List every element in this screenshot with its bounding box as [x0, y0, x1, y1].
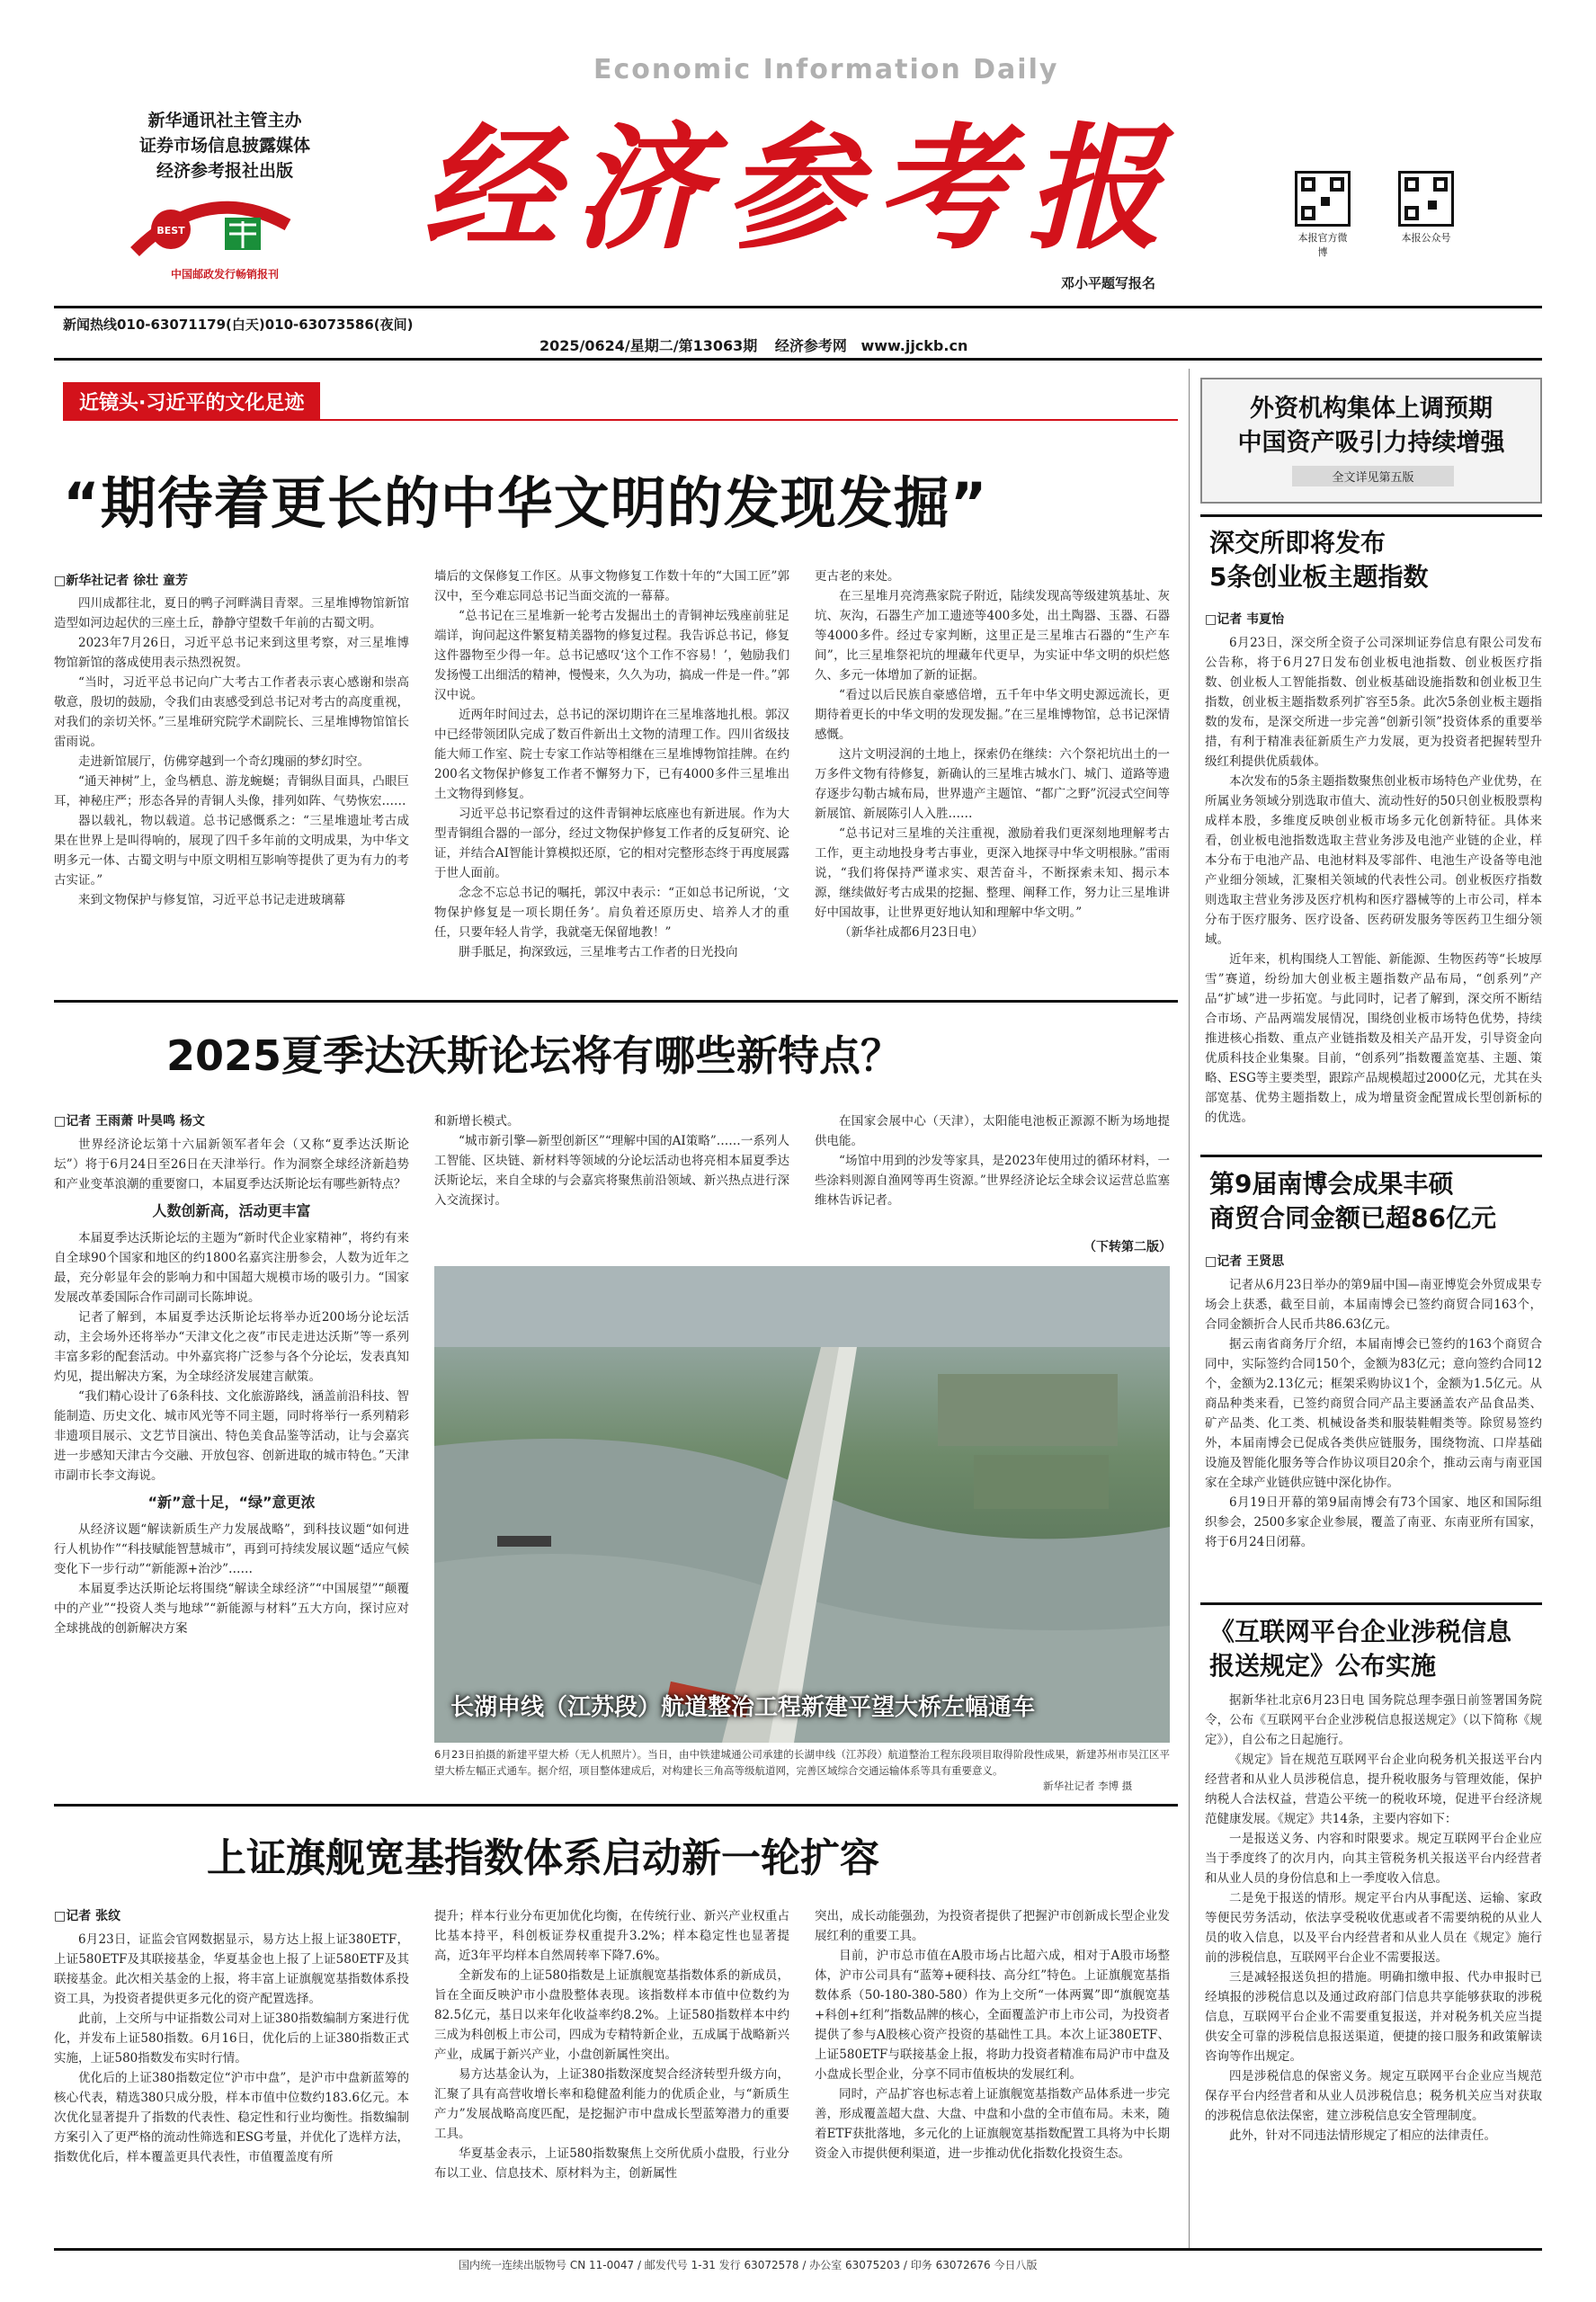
paragraph: “城市新引擎—新型创新区”“理解中国的AI策略”……一系列人工智能、区块链、新材料等领域的分论坛活动也将亮相本届夏季达沃斯论坛，来自全球的与会嘉宾将聚焦前沿领域、新兴热点进行深入交流探讨。	[434, 1134, 789, 1208]
forum-subheading: “新”意十足，“绿”意更浓	[147, 1494, 316, 1511]
paragraph: 本届夏季达沃斯论坛的主题为“新时代企业家精神”，将约有来自全球90个国家和地区的约1800名嘉宾注册参会，人数为近年之最，充分彰显年会的影响力和中国超大规模市场的吸引力。“国家发展改革委国际合作司副司长陈坤说。	[54, 1231, 409, 1305]
paragraph: 6月23日，深交所全资子公司深圳证券信息有限公司发布公告称，将于6月27日发布创业板电池指数、创业板医疗指数、创业板人工智能指数、创业板基础设施指数和创业板卫生指数，创业板主题指数系列扩容至5条。此次5条创业板主题指数的发布，是深交所进一步完善“创新引领”投资体系的重要举措，有利于精准表征新质生产力发展，更为投资者把握转型升级红利提供优质载体。	[1205, 636, 1542, 769]
index-headline[interactable]: 上证旗舰宽基指数体系启动新一轮扩容	[207, 1835, 879, 1881]
paragraph: 一是报送义务、内容和时限要求。规定互联网平台企业应当于季度终了的次月内，向其主管税务机关报送平台内经营者和从业人员的身份信息和上一季度收入信息。	[1205, 1832, 1542, 1886]
forum-headline[interactable]: 2025夏季达沃斯论坛将有哪些新特点？	[166, 1031, 903, 1080]
paragraph: “我们精心设计了6条科技、文化旅游路线，涵盖前沿科技、智能制造、历史文化、城市风光等不同主题，同时将举行一系列精彩非遗项目展示、文艺节目演出、特色美食品鉴等活动，让与会嘉宾进一步感知天津古今交融、开放包容、创新进取的城市特色。”天津市副市长李文海说。	[54, 1389, 409, 1483]
side1-headline[interactable]	[1209, 526, 1428, 594]
title-inscription: 邓小平题写报名	[1061, 275, 1156, 291]
paragraph: 更古老的来处。	[815, 569, 900, 584]
paragraph: 全新发布的上证580指数是上证旗舰宽基指数体系的新成员，旨在全面反映沪市小盘股整体表现。该指数样本市值中位数约为82.5亿元，基日以来年化收益率约8.2%。上证580指数样本中约三成为科创板上市公司，四成为专精特新企业，五成属于战略新兴产业，成属于新兴产业，小盘创新属性突出。	[434, 1968, 789, 2062]
issue-number: 2025/0624/星期二/第13063期	[539, 337, 758, 354]
paragraph: “通天神树”上，金鸟栖息、游龙蜿蜒；青铜纵目面具，凸眼巨耳，神秘庄严；形态各异的青铜人头像，排列如阵、气势恢宏……	[54, 774, 409, 808]
paragraph: 走进新馆展厅，仿佛穿越到一个奇幻瑰丽的梦幻时空。	[78, 754, 370, 769]
footer-info: 国内统一连续出版物号 CN 11-0047 / 邮发代号 1-31 发行 63072578 / 办公室 63075203 / 印务 63072676 今日八版	[459, 2259, 1038, 2271]
sidebar-divider	[1200, 1155, 1542, 1157]
paragraph: 《规定》旨在规范互联网平台企业向税务机关报送平台内经营者和从业人员涉税信息，提升税收服务与管理效能，保护纳税人合法权益，营造公平统一的税收环境，促进平台经济规范健康发展。《规定》共14条，主要内容如下：	[1205, 1753, 1542, 1826]
footer-divider	[54, 2248, 1542, 2251]
news-photo	[434, 1266, 1170, 1743]
headline-line: 《互联网平台企业涉税信息	[1209, 1617, 1512, 1646]
side2-byline: □记者 王贤思	[1205, 1254, 1285, 1269]
paragraph: 华夏基金表示，上证580指数聚焦上交所优质小盘股，行业分布以工业、信息技术、原材料为主，创新属性	[434, 2146, 789, 2181]
paragraph: 2023年7月26日，习近平总书记来到这里考察，对三星堆博物馆新馆的落成使用表示热烈祝贺。	[54, 636, 409, 670]
paragraph: 据云南省商务厅介绍，本届南博会已签约的163个商贸合同中，实际签约合同150个，金额为83亿元；意向签约合同12个，金额为2.13亿元；框架采购协议1个，金额为1.5亿元。从商品种类来看，已签约商贸合同产品主要涵盖农产品食品类、矿产品类、化工类、机械设备类和服装鞋帽类等。除贸易签约外，本届南博会已促成各类供应链服务，围绕物流、口岸基础设施及智能化服务等合作协议项目20余个，推动云南与南亚国家在全球产业链供应链中深化协作。	[1205, 1337, 1542, 1490]
paragraph: 世界经济论坛第十六届新领军者年会（又称“夏季达沃斯论坛”）将于6月24日至26日在天津举行。作为洞察全球经济新趋势和产业变革浪潮的重要窗口，本届夏季达沃斯论坛有哪些新特点？	[54, 1138, 409, 1191]
see-page-note[interactable]: 全文详见第五版	[1292, 466, 1454, 486]
column-tag-rule	[63, 419, 1178, 421]
paragraph: 这片文明浸润的土地上，探索仍在继续：六个祭祀坑出土的一万多件文物有待修复，新确认的三星堆古城水门、城门、道路等遗存逐步勾勒古城布局，世界遗产主题馆、“都广之野”沉浸式空间等新展馆、新展陈引人入胜……	[815, 747, 1170, 821]
logo-caption: 中国邮政发行畅销报刊	[170, 268, 279, 281]
site-label: 经济参考网	[774, 337, 847, 354]
paragraph: 四川成都往北，夏日的鸭子河畔满目青翠。三星堆博物馆新馆造型如河边起伏的三座土丘，静静守望数千年前的古蜀文明。	[54, 596, 409, 630]
index-column	[54, 1930, 409, 2235]
paragraph: 胼手胝足，拘深致远，三星堆考古工作者的日光投向	[459, 945, 738, 959]
side3-headline[interactable]	[1209, 1615, 1511, 1683]
headline-line: 商贸合同金额已超86亿元	[1209, 1203, 1496, 1233]
forum-column-2	[434, 1111, 789, 1255]
headline-line: 报送规定》公布实施	[1209, 1651, 1437, 1681]
lead-column	[815, 567, 1170, 989]
forum-section	[54, 1228, 409, 1486]
postal-emblem-icon	[126, 189, 324, 261]
paragraph: 在国家会展中心（天津），太阳能电池板正源源不断为场地提供电能。	[815, 1114, 1170, 1148]
paragraph: 6月23日，证监会官网数据显示，易方达上报上证380ETF，上证580ETF及其联接基金，华夏基金也上报了上证580ETF及其联接基金。此次相关基金的上报，将丰富上证旗舰宽基指数体系投资工具，为投资者提供更多元化的资产配置选择。	[54, 1932, 409, 2006]
wechat-qr[interactable]	[1398, 171, 1454, 245]
section-divider	[54, 1000, 1178, 1003]
headline-line: 外资机构集体上调预期	[1250, 395, 1493, 423]
paragraph: 四是涉税信息的保密义务。规定互联网平台企业应当规范保存平台内经营者和从业人员涉税信息；税务机关应当对获取的涉税信息依法保密，建立涉税信息安全管理制度。	[1205, 2069, 1542, 2123]
lead-byline: □新华社记者 徐壮 童芳	[54, 574, 188, 588]
newspaper-title: 经济参考报	[423, 110, 1179, 268]
column-tag: 近镜头·习近平的文化足迹	[63, 382, 320, 421]
masthead-sponsor	[108, 108, 342, 183]
masthead-divider	[54, 306, 1542, 308]
forum-column-1	[54, 1135, 409, 1764]
masthead-english-name: Economic Information Daily	[593, 54, 1059, 85]
paragraph: 和新增长模式。	[434, 1114, 520, 1129]
paragraph: 本届夏季达沃斯论坛将围绕“解读全球经济”“中国展望”“颠覆中的产业”“投资人类与地球”“新能源与材料”五大方向，探讨应对全球挑战的创新解决方案	[54, 1582, 409, 1636]
qr-code-icon	[1295, 171, 1351, 227]
paragraph: 本次发布的5条主题指数聚焦创业板市场特色产业优势，在所属业务领域分别选取市值大、流动性好的50只创业板股票构成样本股，多维度反映创业板市场多元化创新特征。具体来看，创业板电池指数选取主营业务涉及电池产业链的企业，样本分布于电池产品、电池材料及零部件、电池生产设备等电池产业细分领域，汇聚相关领域的代表性公司。创业板医疗指数则选取主营业务涉及医疗机构和医疗器械等的上市公司，样本分布于医疗服务、医疗设备、医药研发服务等医药卫生细分领域。	[1205, 774, 1542, 947]
paragraph: 目前，沪市总市值在A股市场占比超六成，相对于A股市场整体，沪市公司具有“蓝筹+硬科技、高分红”特色。上证旗舰宽基指数体系（50-180-380-580）作为上交所“一体两翼”即“旗舰宽基+科创+红利”指数品牌的核心，全面覆盖沪市上市公司，为投资者提供了参与A股核心资产投资的基础性工具。本次上证380ETF、上证580ETF与联接基金上报，将助力投资者精准布局沪市中盘及小盘成长型企业，分享不同市值板块的发展红利。	[815, 1949, 1170, 2082]
paragraph: 念念不忘总书记的嘱托，郭汉中表示：“正如总书记所说，‘文物保护修复是一项长期任务’。肩负着还原历史、培养人才的重任，只要年轻人肯学，我就毫无保留地教！”	[434, 886, 789, 940]
paragraph: 记者了解到，本届夏季达沃斯论坛将举办近200场分论坛活动，主会场外还将举办“天津文化之夜”市民走进达沃斯”等一系列丰富多彩的配套活动。中外嘉宾将广泛参与各个分论坛，发表真知灼见，提出解决方案，为全球经济发展建言献策。	[54, 1310, 409, 1384]
paragraph: （新华社成都6月23日电）	[839, 925, 984, 940]
section-divider	[54, 1804, 1178, 1807]
paragraph: 记者从6月23日举办的第9届中国—南亚博览会外贸成果专场会上获悉，截至目前，本届南博会已签约商贸合同163个，合同金额折合人民币共86.63亿元。	[1205, 1278, 1542, 1332]
lead-column	[434, 567, 789, 989]
paragraph: “总书记对三星堆的关注重视，激励着我们更深刻地理解考古工作，更主动地投身考古事业，更深入地探寻中华文明根脉。”雷雨说，“我们将保持严谨求实、艰苦奋斗，不断探索未知、揭示本源，继续做好考古成果的挖掘、整理、阐释工作，努力让三星堆讲好中国故事，让世界更好地认知和理解中华文明。”	[815, 826, 1170, 920]
sidebar-divider	[1200, 514, 1542, 517]
sponsor-line: 证券市场信息披露媒体	[138, 136, 310, 156]
side2-headline[interactable]	[1209, 1167, 1496, 1236]
side2-body	[1205, 1275, 1542, 1581]
side1-body	[1205, 633, 1542, 1128]
photo-credit: 新华社记者 李博 摄	[1043, 1780, 1133, 1792]
paragraph: 据新华社北京6月23日电 国务院总理李强日前签署国务院令，公布《互联网平台企业涉税信息报送规定》（以下简称《规定》），自公布之日起施行。	[1205, 1693, 1542, 1747]
paragraph: 二是免于报送的情形。规定平台内从事配送、运输、家政等便民劳务活动，依法享受税收优惠或者不需要纳税的从业人员的收入信息，以及平台内经营者和从业人员在《规定》施行前的涉税信息，互联网平台企业不需要报送。	[1205, 1891, 1542, 1965]
forum-byline: □记者 王雨萧 叶昊鸣 杨文	[54, 1114, 205, 1129]
paragraph: 优化后的上证380指数定位“沪市中盘”，是沪市中盘新蓝筹的核心代表，精选380只成分股，样本市值中位数约183.6亿元。本次优化显著提升了指数的代表性、稳定性和行业均衡性。指数编制方案引入了更严格的流动性筛选和ESG考量，并优化了选样方法，指数优化后，样本覆盖更具代表性，市值覆盖度有所	[54, 2071, 409, 2164]
news-hotline: 新闻热线010-63071179(白天)010-63073586(夜间)	[63, 317, 414, 333]
paragraph: 提升；样本行业分布更加优化均衡，在传统行业、新兴产业权重占比基本持平，科创板证券权重提升3.2%；样本稳定性也显著提高，近3年平均样本自然周转率下降7.6%。	[434, 1909, 789, 1963]
paragraph: 三是减轻报送负担的措施。明确扣缴申报、代办申报时已经填报的涉税信息以及通过政府部门信息共享能够获取的涉税信息，互联网平台企业不需要重复报送，并对税务机关应当提供安全可靠的涉税信息报送渠道，便捷的接口服务和政策解读咨询等作出规定。	[1205, 1970, 1542, 2064]
headline-line: 中国资产吸引力持续增强	[1237, 429, 1505, 457]
qr-label: 本报官方微博	[1297, 232, 1348, 258]
forum-section	[54, 1520, 409, 1638]
sidebar-divider	[1200, 1602, 1542, 1605]
headline-line: 5条创业板主题指数	[1209, 562, 1429, 592]
site-url[interactable]: www.jjckb.cn	[860, 337, 968, 354]
bridge-aerial-image	[434, 1266, 1170, 1743]
paragraph: 同时，产品扩容也标志着上证旗舰宽基指数产品体系进一步完善，形成覆盖超大盘、大盘、中盘和小盘的全市值布局。未来，随着ETF获批落地，多元化的上证旗舰宽基指数配置工具将为中长期资金入市提供便利渠道，进一步推动优化指数化投资生态。	[815, 2087, 1170, 2161]
photo-caption: 6月23日拍摄的新建平望大桥（无人机照片）。当日，由中铁建城通公司承建的长湖申线（江苏段）航道整治工程东段项目取得阶段性成果，新建苏州市吴江区平望大桥左幅正式通车。据介绍，项目整体建成后，对构建长三角高等级航道网，完善区域综合交通运输体系等具有重要意义。	[434, 1748, 1170, 1777]
paragraph: “看过以后民族自豪感倍增，五千年中华文明史源远流长，更期待着更长的中华文明的发现发掘。”在三星堆博物馆，总书记深情感慨。	[815, 688, 1170, 742]
paragraph: 近年来，机构围绕人工智能、新能源、生物医药等“长坡厚雪”赛道，纷纷加大创业板主题指数产品布局，“创系列”产品“扩域”进一步拓宽。与此同时，记者了解到，深交所不断结合市场、产品两端发展情况，围绕创业板市场特色优势，持续推进核心指数、重点产业链指数及相关产品开发，引导资金向优质科技企业集聚。目前，“创系列”指数覆盖宽基、主题、策略、ESG等主要类型，跟踪产品规模超过2000亿元，尤其在头部宽基、优势主题指数上，成为增量资金配置成长型创新标的的优选。	[1205, 952, 1542, 1125]
forum-column-3	[815, 1111, 1170, 1237]
qr-code-icon	[1398, 171, 1454, 227]
forum-subheading: 人数创新高，活动更丰富	[152, 1202, 311, 1219]
headline-line: 深交所即将发布	[1209, 528, 1386, 558]
paragraph: 在三星堆月亮湾燕家院子附近，陆续发现高等级建筑基址、灰坑、灰沟，石器生产加工遗迹等400多处，出土陶器、玉器、石器等4000多件。经过专家判断，这里正是三星堆古石器的“生产车间”，比三星堆祭祀坑的埋藏年代更早，为实证中华文明的炽烂悠久、多元一体增加了新的证据。	[815, 589, 1170, 683]
paragraph: 易方达基金认为，上证380指数深度契合经济转型升级方向，汇聚了具有高营收增长率和稳健盈利能力的优质企业，与“新质生产力”发展战略高度匹配，是挖掘沪市中盘成长型蓝筹潜力的重要工具。	[434, 2067, 789, 2141]
continued-note[interactable]: （下转第二版）	[1083, 1240, 1172, 1254]
paragraph: 墙后的文保修复工作区。从事文物修复工作数十年的“大国工匠”郭汉中，至今难忘同总书记当面交流的一幕幕。	[434, 569, 789, 603]
paragraph: 习近平总书记察看过的这件青铜神坛底座也有新进展。作为大型青铜组合器的一部分，经过文物保护修复工作者的反复研究、论证，并结合AI智能计算模拟还原，它的相对完整形态终于再度展露于世人面前。	[434, 807, 789, 880]
side1-byline: □记者 韦夏怡	[1205, 612, 1285, 627]
forum-intro	[54, 1135, 409, 1194]
qr-label: 本报公众号	[1401, 232, 1451, 244]
headline-line: 第9届南博会成果丰硕	[1209, 1169, 1454, 1199]
paragraph: 此前，上交所与中证指数公司对上证380指数编制方案进行优化，并发布上证580指数。6月16日，优化后的上证380指数正式实施，上证580指数发布实时行情。	[54, 2012, 409, 2066]
lead-headline[interactable]: “期待着更长的中华文明的发现发掘”	[63, 470, 988, 536]
sponsor-line: 新华通讯社主管主办	[147, 111, 302, 130]
weibo-qr[interactable]	[1295, 171, 1351, 259]
info-bar-divider	[54, 358, 1542, 361]
sidebar-feature-box[interactable]	[1200, 378, 1542, 504]
paragraph: 近两年时间过去，总书记的深切期许在三星堆落地扎根。郭汉中已经带领团队完成了数百件新出土文物的清理工作。四川省级技能大师工作室、院士专家工作站等相继在三星堆博物馆挂牌。在约200名文物保护修复工作者不懈努力下，已有4000多件三星堆出土文物得到修复。	[434, 708, 789, 801]
best-selling-logo	[126, 189, 324, 288]
paragraph: 此外，针对不同违法情形规定了相应的法律责任。	[1229, 2128, 1496, 2143]
paragraph: “场馆中用到的沙发等家具，是2023年使用过的循环材料，一些涂料则源自渔网等再生资源。”世界经济论坛全球会议运营总监塞维林告诉记者。	[815, 1154, 1170, 1208]
index-column	[815, 1906, 1170, 2235]
paragraph: 突出，成长动能强劲，为投资者提供了把握沪市创新成长型企业发展红利的重要工具。	[815, 1909, 1170, 1943]
lead-column	[54, 593, 409, 989]
index-byline: □记者 张纹	[54, 1909, 121, 1923]
paragraph: “当时，习近平总书记向广大考古工作者表示衷心感谢和崇高敬意，殷切的鼓励，令我们由衷感受到总书记对考古的高度重视，对我们的亲切关怀。”三星堆研究院学术副院长、三星堆博物馆馆长雷雨说。	[54, 675, 409, 749]
photo-title: 长湖申线（江苏段）航道整治工程新建平望大桥左幅通车	[450, 1694, 1036, 1721]
column-divider	[1189, 369, 1190, 2248]
sidebar-feature-headline	[1202, 392, 1540, 460]
issue-info	[539, 335, 967, 355]
paragraph: 6月19日开幕的第9届南博会有73个国家、地区和国际组织参会，2500多家企业参展，覆盖了南亚、东南亚所有国家，将于6月24日闭幕。	[1205, 1495, 1542, 1549]
svg-text:BEST: BEST	[156, 225, 185, 236]
paragraph: “总书记在三星堆新一轮考古发掘出土的青铜神坛残座前驻足端详，询问起这件繁复精美器物的修复过程。我告诉总书记，修复这件器物至少得一年。总书记感叹‘这个工作不容易！’，勉励我们发扬慢工出细活的精神，慢慢来，久久为功，搞成一件是一件。”郭汉中说。	[434, 609, 789, 702]
side3-body	[1205, 1691, 1542, 2241]
paragraph: 器以载礼，物以载道。总书记感慨系之：“三星堆遗址考古成果在世界上是叫得响的，展现了四千多年前的文明成果，为中华文明多元一体、古蜀文明与中原文明相互影响等提供了更为有力的考古实证。”	[54, 814, 409, 888]
paragraph: 从经济议题“解读新质生产力发展战略”，到科技议题“如何进行人机协作”“科技赋能智慧城市”，再到可持续发展议题“适应气候变化下一步行动”“新能源+治沙”……	[54, 1522, 409, 1576]
sponsor-line: 经济参考报社出版	[156, 161, 293, 181]
paragraph: 来到文物保护与修复馆，习近平总书记走进玻璃幕	[78, 893, 345, 907]
index-column	[434, 1906, 789, 2235]
